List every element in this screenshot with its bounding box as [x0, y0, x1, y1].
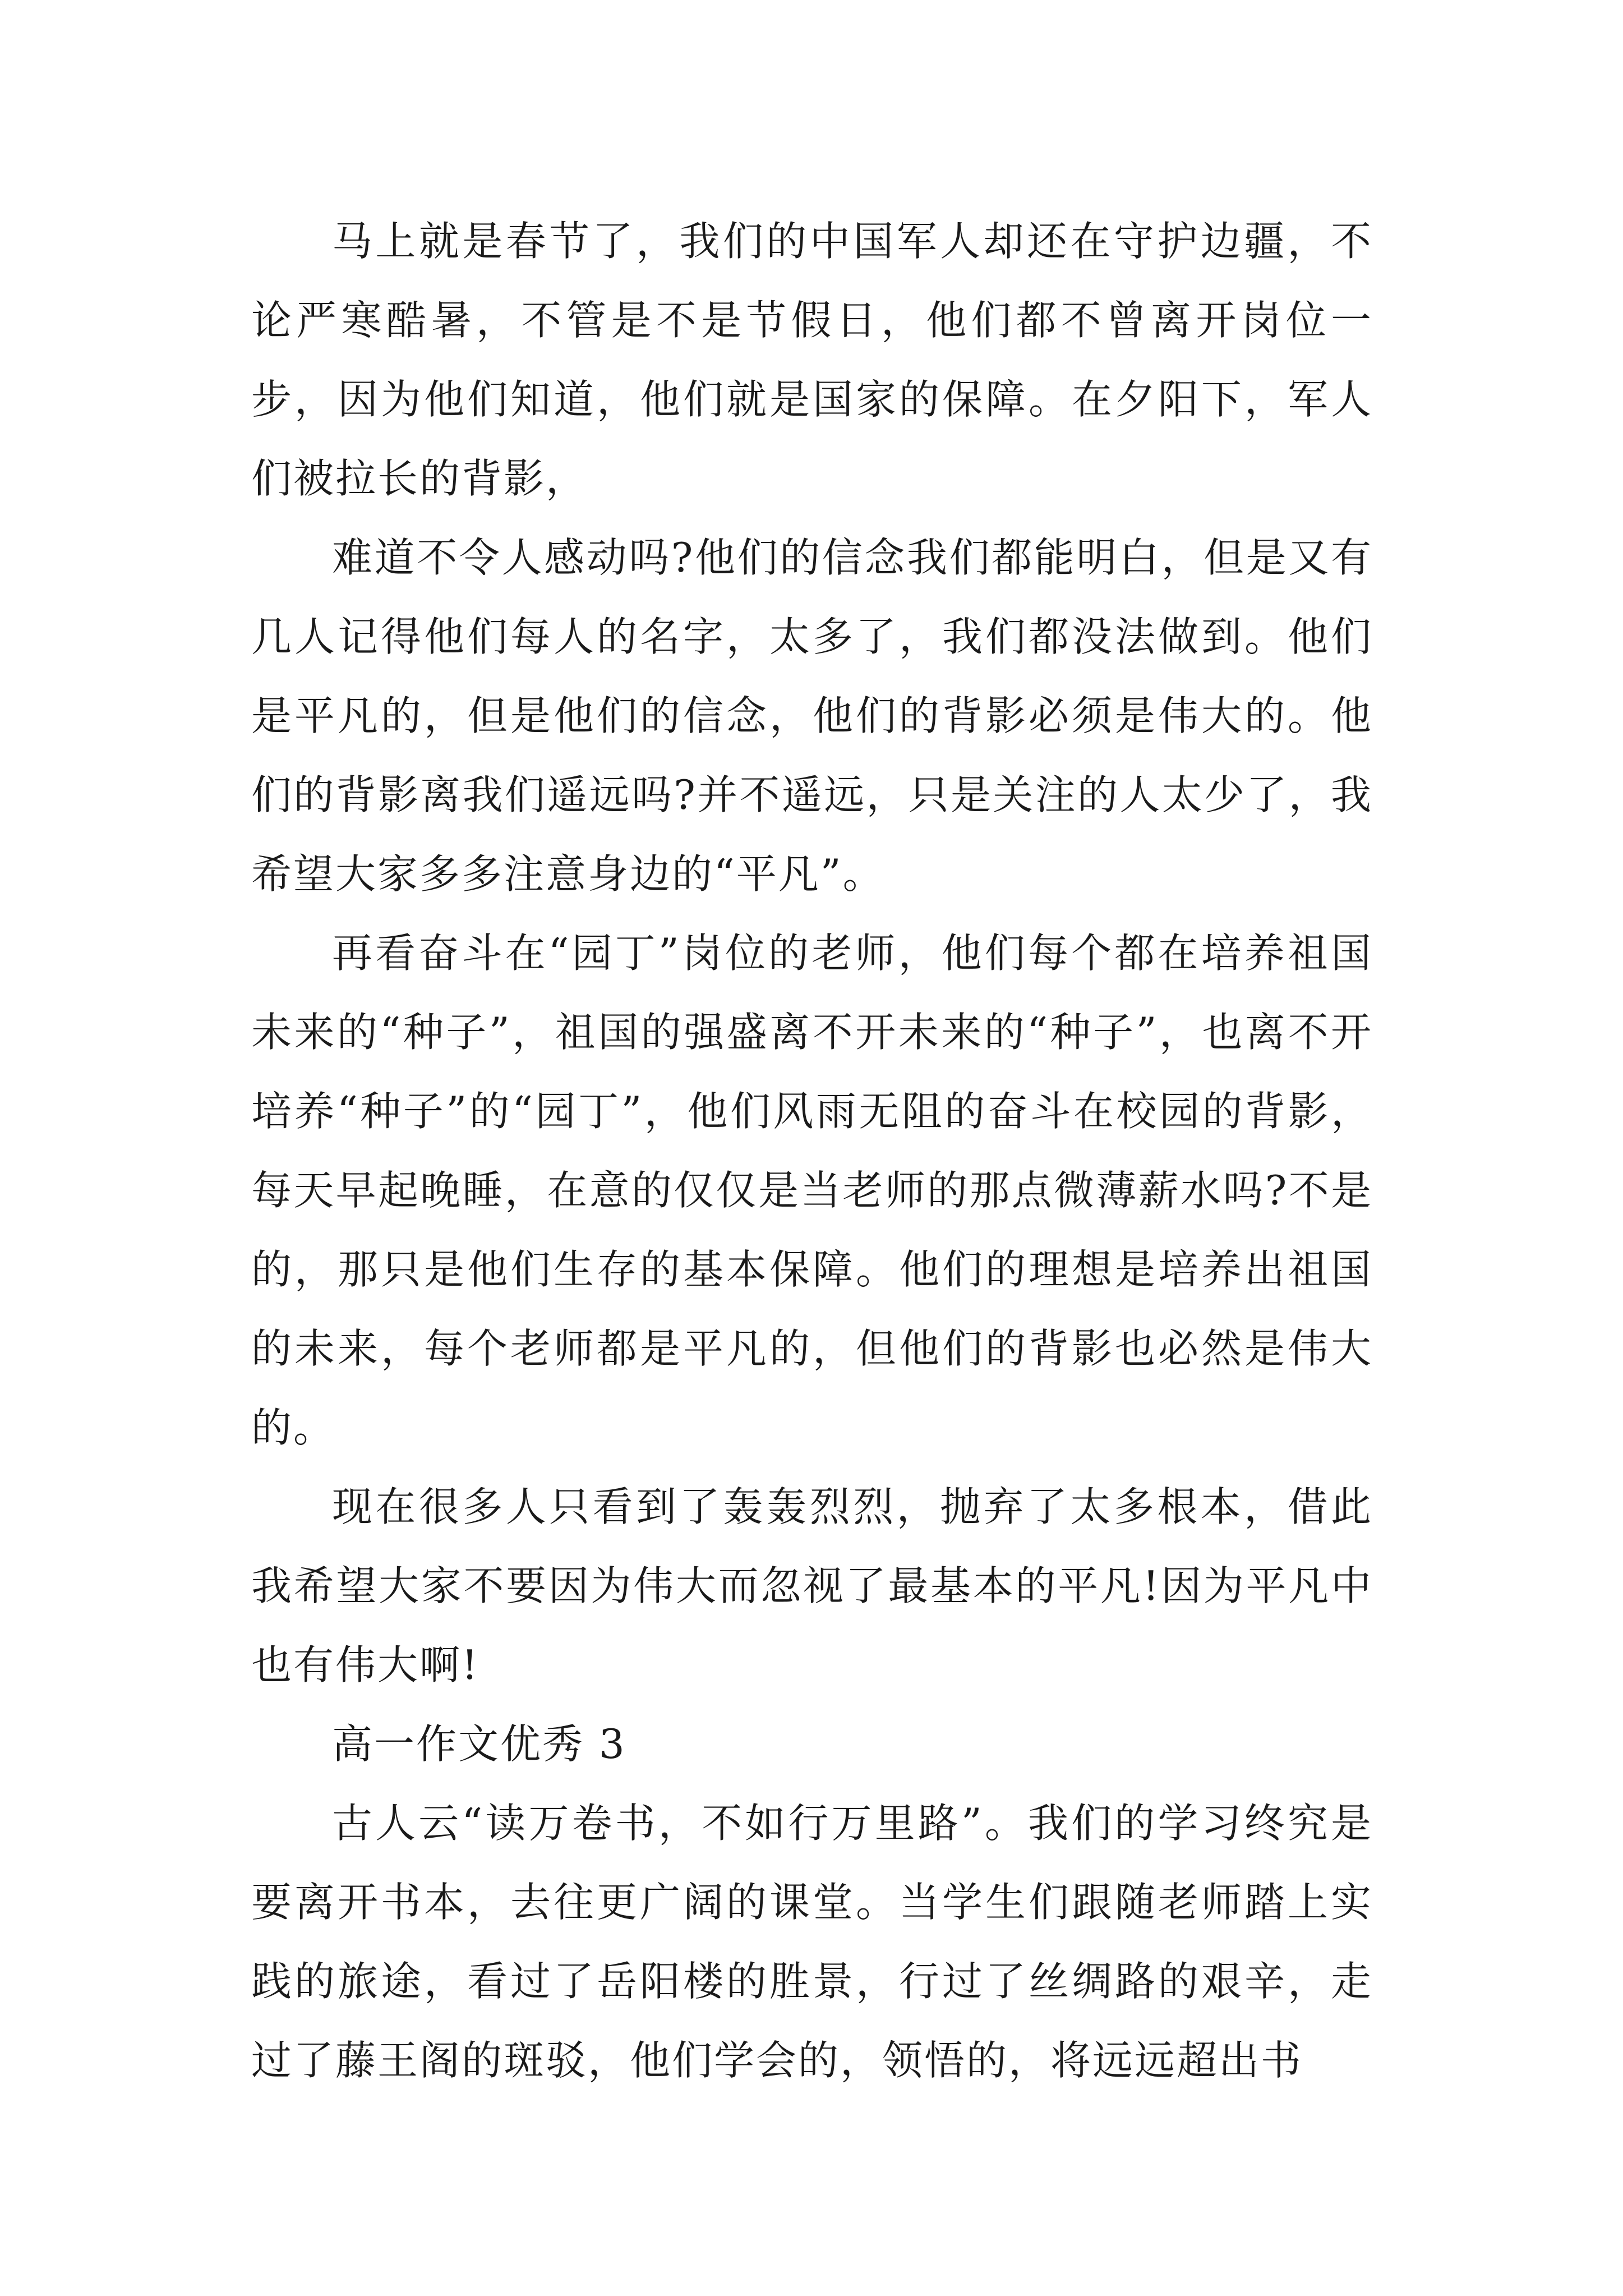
document-body [251, 202, 1373, 2100]
section-heading: 高一作文优秀 3 [332, 1720, 626, 1768]
paragraph-soldiers: 马上就是春节了，我们的中国军人却还在守护边疆，不论严寒酷暑，不管是不是节假日，他们都不曾离开岗位一步，因为他们知道，他们就是国家的保障。在夕阳下，军人们被拉长的背影， [251, 218, 1373, 502]
paragraph-conclusion: 现在很多人只看到了轰轰烈烈，抛弃了太多根本，借此我希望大家不要因为伟大而忽视了最基本的平凡!因为平凡中也有伟大啊! [251, 1483, 1373, 1688]
paragraph-travel: 古人云“读万卷书，不如行万里路”。我们的学习终究是要离开书本，去往更广阔的课堂。当学生们跟随老师踏上实践的旅途，看过了岳阳楼的胜景，行过了丝绸路的艰辛，走过了藤王阁的斑驳，他们学会的，领悟的，将远远超出书 [251, 1800, 1373, 2084]
paragraph-beliefs: 难道不令人感动吗?他们的信念我们都能明白，但是又有几人记得他们每人的名字，太多了，我们都没法做到。他们是平凡的，但是他们的信念，他们的背影必须是伟大的。他们的背影离我们遥远吗?并不遥远，只是关注的人太少了，我希望大家多多注意身边的“平凡”。 [251, 534, 1373, 898]
paragraph-teachers: 再看奋斗在“园丁”岗位的老师，他们每个都在培养祖国未来的“种子”，祖国的强盛离不开未来的“种子”，也离不开培养“种子”的“园丁”，他们风雨无阻的奋斗在校园的背影，每天早起晚睡，在意的仅仅是当老师的那点微薄薪水吗?不是的，那只是他们生存的基本保障。他们的理想是培养出祖国的未来，每个老师都是平凡的，但他们的背影也必然是伟大的。 [251, 930, 1373, 1451]
